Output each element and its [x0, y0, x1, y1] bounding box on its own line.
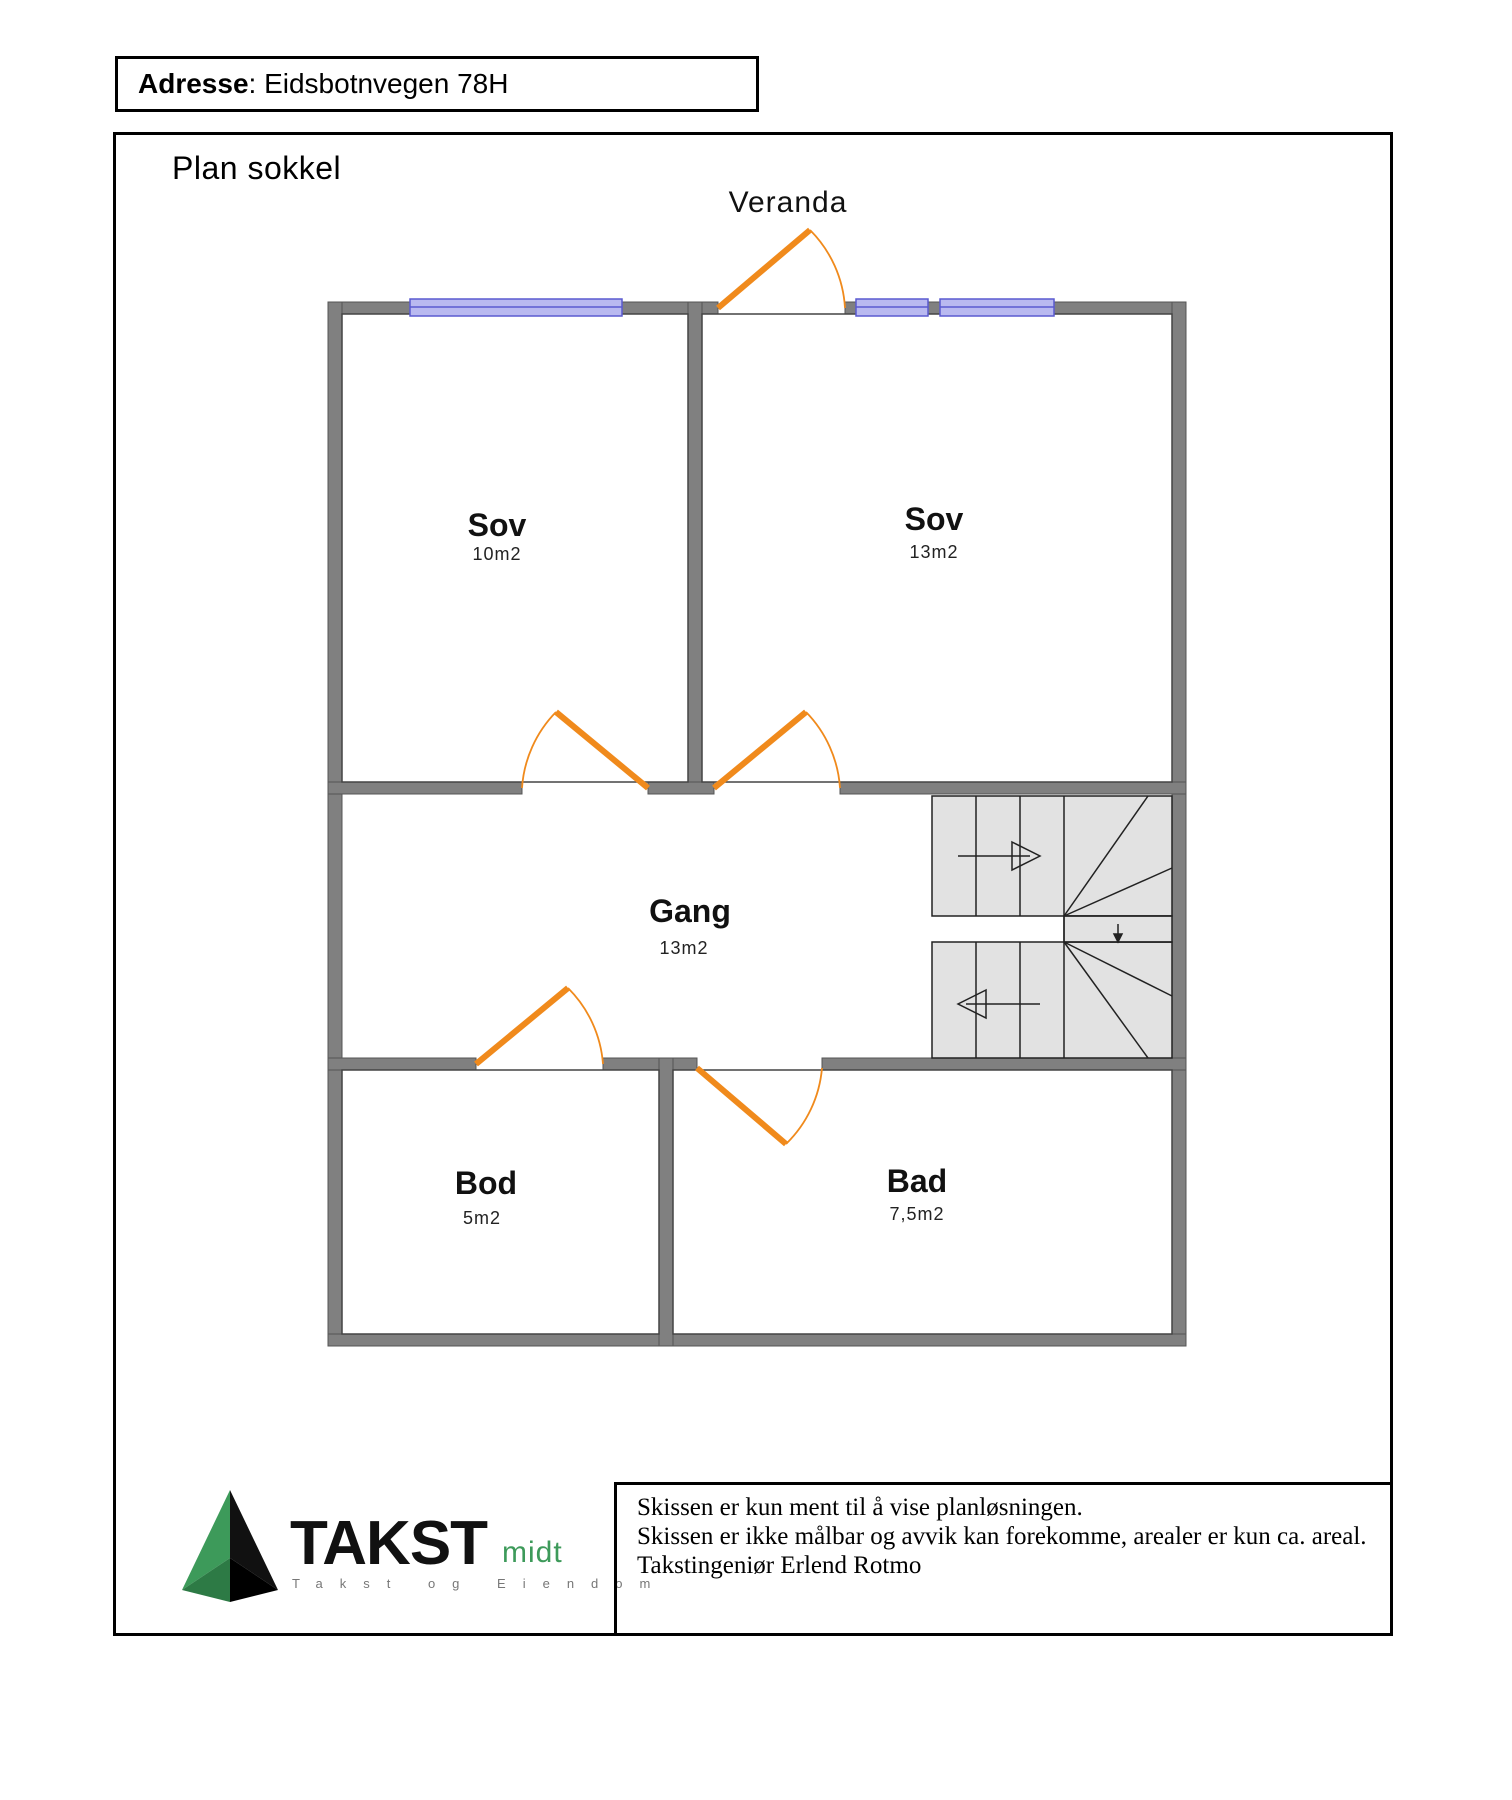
door-bod-arc	[568, 988, 603, 1064]
wall-bedroom-divider	[688, 302, 702, 792]
wall-bod-divider	[659, 1058, 673, 1346]
door-bad-arc	[786, 1068, 822, 1144]
room-name-bod: Bod	[454, 1165, 518, 1201]
logo-tagline: Takst og Eiendom	[292, 1576, 668, 1591]
address-value: : Eidsbotnvegen 78H	[248, 68, 509, 99]
address-label: Adresse	[138, 68, 249, 99]
disclaimer-line: Skissen er ikke målbar og avvik kan forekomme, arealer er kun ca. areal.	[637, 1523, 1367, 1550]
door-bedroom-right	[714, 712, 806, 788]
veranda-label: Veranda	[728, 186, 848, 219]
wall-bottom	[328, 1334, 1186, 1346]
wall-low-right	[822, 1058, 1186, 1070]
wall-mid-left	[328, 782, 522, 794]
room-name-bad: Bad	[886, 1163, 948, 1199]
logo-sub: midt	[502, 1536, 563, 1569]
wall-low-center	[603, 1058, 697, 1070]
room-area-gang: 13m2	[659, 938, 709, 958]
door-veranda	[718, 230, 810, 308]
room-name-sov-left: Sov	[467, 507, 527, 543]
disclaimer-line: Takstingeniør Erlend Rotmo	[637, 1552, 922, 1579]
disclaimer-line: Skissen er kun ment til å vise planløsningen.	[637, 1494, 1083, 1521]
wall-left	[328, 302, 342, 1346]
disclaimer-box	[614, 1482, 1393, 1636]
room-name-sov-right: Sov	[904, 501, 964, 537]
plan-title: Plan sokkel	[172, 150, 342, 186]
wall-mid-center	[648, 782, 714, 794]
door-bedroom-right-arc	[806, 712, 840, 788]
door-bedroom-left-arc	[522, 712, 556, 788]
room-area-bod: 5m2	[462, 1208, 502, 1228]
logo-name: TAKST	[290, 1509, 488, 1578]
room-name-gang: Gang	[649, 893, 731, 929]
doors	[476, 230, 845, 1144]
room-area-sov-left: 10m2	[472, 544, 522, 564]
door-bod	[476, 988, 568, 1064]
wall-right	[1172, 302, 1186, 1346]
staircase	[932, 796, 1172, 1058]
door-bad	[697, 1068, 786, 1144]
wall-mid-right	[840, 782, 1186, 794]
room-area-bad: 7,5m2	[889, 1204, 945, 1224]
wall-low-left	[328, 1058, 476, 1070]
door-veranda-arc	[810, 230, 845, 308]
door-bedroom-left	[556, 712, 648, 788]
room-area-sov-right: 13m2	[909, 542, 959, 562]
